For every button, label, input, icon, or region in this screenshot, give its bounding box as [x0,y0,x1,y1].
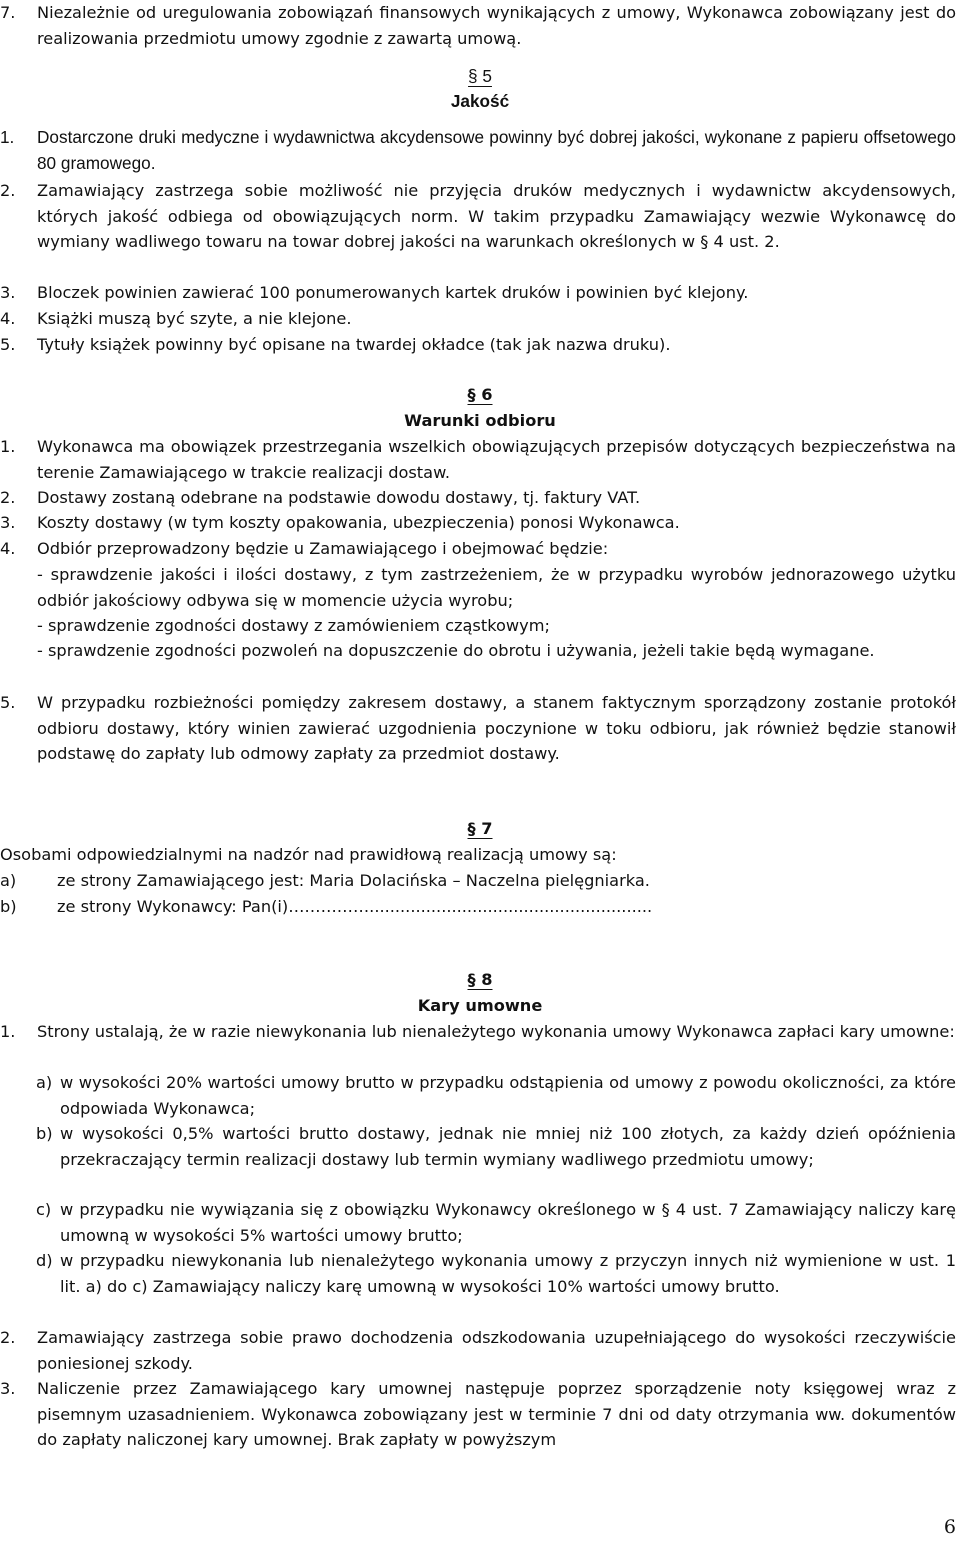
sub-list-item: a) w wysokości 20% wartości umowy brutto w przypadku odstąpienia od umowy z powodu okoliczności, za które odpowiada Wykonawca; [36,1073,956,1118]
list-item: 1. Wykonawca ma obowiązek przestrzegania wszelkich obowiązujących przepisów dotyczących bezpieczeństwa na terenie Zamawiającego w trakcie realizacji dostaw. [0,437,956,482]
section-8-mark: § 8 [467,970,493,989]
item-text: Niezależnie od uregulowania zobowiązań finansowych wynikających z umowy, Wykonawca zobowiązany jest do realizowania przedmiotu umowy zgodnie z zawartą umową. [37,3,956,48]
section-7-intro: Osobami odpowiedzialnymi na nadzór nad prawidłową realizacją umowy są: [0,845,617,864]
sub-list-item: b) w wysokości 0,5% wartości brutto dostawy, jednak nie mniej niż 100 złotych, za każdy dzień opóźnienia przekraczający termin realizacji dostawy lub termin wymiany wadliwego przedmiotu umowy; [36,1124,956,1169]
list-item: 1. Dostarczone druki medyczne i wydawnictwa akcydensowe powinny być dobrej jakości, wykonane z papieru offsetowego 80 gramowego. [0,127,956,173]
section-5-mark: § 5 [468,66,492,86]
list-item: 1. Strony ustalają, że w razie niewykonania lub nienależytego wykonania umowy Wykonawca zapłaci kary umowne: [0,1022,955,1041]
list-item: 5. W przypadku rozbieżności pomiędzy zakresem dostawy, a stanem faktycznym sporządzony zostanie protokół odbioru dostawy, który winien zawierać uzgodnienia poczynione w toku odbioru, jak również będzie stanowił podstawę do zapłaty lub odmowy zapłaty za przedmiot dostawy. [0,693,956,764]
list-item: 2. Zamawiający zastrzega sobie prawo dochodzenia odszkodowania uzupełniającego do wysokości rzeczywiście poniesionej szkody. [0,1328,956,1373]
list-item: 3. Bloczek powinien zawierać 100 ponumerowanych kartek druków i powinien być klejony. [0,283,749,302]
list-item: 3. Naliczenie przez Zamawiającego kary umownej następuje poprzez sporządzenie noty księgowej wraz z pisemnym uzasadnieniem. Wykonawca zobowiązany jest w terminie 7 dni od daty otrzymania ww. dokumentów do zapłaty naliczonej kary umownej. Brak zapłaty w powyższym [0,1379,956,1450]
list-item: 2. Dostawy zostaną odebrane na podstawie dowodu dostawy, tj. faktury VAT. [0,488,641,507]
section-5-title: Jakość [450,91,510,111]
list-item: 4. Książki muszą być szyte, a nie klejone. [0,309,352,328]
page-number: 6 [943,1516,956,1538]
section-8-title: Kary umowne [417,996,543,1015]
list-item: 4. Odbiór przeprowadzony będzie u Zamawiającego i obejmować będzie: [0,539,609,558]
sub-list-item: c) w przypadku nie wywiązania się z obowiązku Wykonawcy określonego w § 4 ust. 7 Zamawiający naliczy karę umowną w wysokości 5% wartości umowy brutto; [36,1200,956,1245]
list-item: 3. Koszty dostawy (w tym koszty opakowania, ubezpieczenia) ponosi Wykonawca. [0,513,680,532]
sub-list-item: d) w przypadku niewykonania lub nienależytego wykonania umowy z przyczyn innych niż wymienione w ust. 1 lit. a) do c) Zamawiający naliczy karę umowną w wysokości 10% wartości umowy brutto. [36,1251,956,1296]
list-item: a) ze strony Zamawiającego jest: Maria Dolacińska – Naczelna pielęgniarka. [0,871,650,890]
list-item-bullet: - sprawdzenie zgodności pozwoleń na dopuszczenie do obrotu i używania, jeżeli takie będą wymagane. [37,641,875,660]
list-item-bullet: - sprawdzenie zgodności dostawy z zamówieniem cząstkowym; [37,616,550,635]
list-item [0,0,956,51]
section-6-title: Warunki odbioru [404,411,556,430]
list-item: b) ze strony Wykonawcy: Pan(i)……………....................................................... [0,897,653,916]
section-6-mark: § 6 [467,385,493,404]
section-7-mark: § 7 [467,819,493,838]
item-number: 7. [0,3,16,22]
list-item: 5. Tytuły książek powinny być opisane na twardej okładce (tak jak nazwa druku). [0,335,671,354]
list-item-bullet: - sprawdzenie jakości i ilości dostawy, z tym zastrzeżeniem, że w przypadku wyrobów jednorazowego użytku odbiór jakościowy odbywa się w momencie użycia wyrobu; [37,565,956,610]
list-item: 2. Zamawiający zastrzega sobie możliwość nie przyjęcia druków medycznych i wydawnictw akcydensowych, których jakość odbiega od obowiązujących norm. W takim przypadku Zamawiający wezwie Wykonawcę do wymiany wadliwego towaru na towar dobrej jakości na warunkach określonych w § 4 ust. 2. [0,181,956,252]
